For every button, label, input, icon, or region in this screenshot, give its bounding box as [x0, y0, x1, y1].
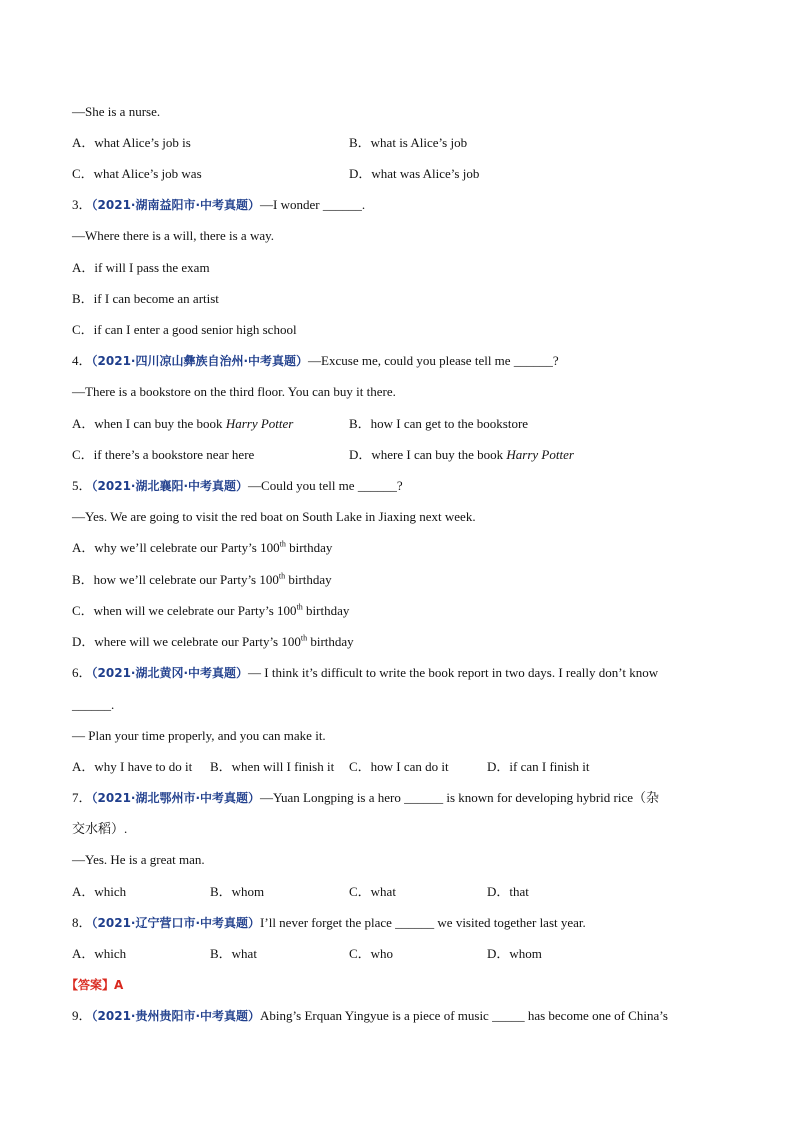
q2-reply: —She is a nurse.	[72, 104, 161, 119]
q3-stem-line	[72, 196, 365, 214]
q4-stem: —Excuse me, could you please tell me ______?	[308, 353, 559, 368]
q9-number: 9．	[72, 1008, 92, 1023]
q7-source-tag: （2021·湖北鄂州市·中考真题）	[91, 791, 261, 805]
q5-source-tag: （2021·湖北襄阳·中考真题）	[91, 479, 249, 493]
q4-option-b: B．how I can get to the bookstore	[349, 416, 529, 431]
q3-option-a: A．if will I pass the exam	[72, 260, 210, 275]
q3-number: 3．	[72, 197, 92, 212]
q6-blank: ______.	[72, 697, 115, 712]
q4-reply: —There is a bookstore on the third floor. You can buy it there.	[72, 384, 396, 399]
q7-option-b: B．whom	[210, 884, 265, 899]
q6-source-tag: （2021·湖北黄冈·中考真题）	[91, 666, 249, 680]
q3-option-c: C．if can I enter a good senior high school	[72, 322, 297, 337]
q7-number: 7．	[72, 790, 92, 805]
q3-reply: —Where there is a will, there is a way.	[72, 228, 275, 243]
q4-option-c: C．if there’s a bookstore near here	[72, 447, 255, 462]
q5-reply: —Yes. We are going to visit the red boat on South Lake in Jiaxing next week.	[72, 509, 476, 524]
q6-stem: — I think it’s difficult to write the book report in two days. I really don’t know	[248, 665, 659, 680]
q8-answer: 【答案】A	[66, 978, 124, 992]
q7-option-c: C．what	[349, 884, 396, 899]
q9-stem-line	[72, 1007, 668, 1025]
q9-stem: Abing’s Erquan Yingyue is a piece of music _____ has become one of China’s	[260, 1008, 668, 1023]
q2-option-c: C．what Alice’s job was	[72, 166, 202, 181]
q8-option-b: B．what	[210, 946, 257, 961]
q7-stem: —Yuan Longping is a hero ______ is known for developing hybrid rice（杂	[260, 790, 660, 805]
q5-stem: —Could you tell me ______?	[248, 478, 403, 493]
q2-option-b: B．what is Alice’s job	[349, 135, 468, 150]
q6-option-d: D．if can I finish it	[487, 759, 590, 774]
q6-option-b: B．when will I finish it	[210, 759, 335, 774]
q8-stem: I’ll never forget the place ______ we visited together last year.	[260, 915, 586, 930]
q8-stem-line	[72, 914, 586, 932]
q5-option-a: A．why we’ll celebrate our Party’s 100th birthday	[72, 539, 333, 555]
q6-option-a: A．why I have to do it	[72, 759, 193, 774]
q8-option-a: A．which	[72, 946, 127, 961]
q7-option-d: D．that	[487, 884, 529, 899]
q8-option-c: C．who	[349, 946, 394, 961]
q6-number: 6．	[72, 665, 92, 680]
q8-option-d: D．whom	[487, 946, 542, 961]
q5-number: 5．	[72, 478, 92, 493]
q4-option-d: D．where I can buy the book Harry Potter	[349, 447, 574, 462]
q2-option-a: A．what Alice’s job is	[72, 135, 191, 150]
q6-option-c: C．how I can do it	[349, 759, 449, 774]
q7-option-a: A．which	[72, 884, 127, 899]
q7-stem-continued: 交水稻）.	[72, 821, 128, 836]
q6-stem-line	[72, 664, 658, 682]
q9-source-tag: （2021·贵州贵阳市·中考真题）	[91, 1009, 261, 1023]
q4-stem-line	[72, 352, 559, 370]
q2-option-d: D．what was Alice’s job	[349, 166, 480, 181]
q7-reply: —Yes. He is a great man.	[72, 852, 205, 867]
q6-reply: — Plan your time properly, and you can make it.	[72, 728, 326, 743]
q4-number: 4．	[72, 353, 92, 368]
q8-number: 8．	[72, 915, 92, 930]
q5-option-b: B．how we’ll celebrate our Party’s 100th birthday	[72, 571, 332, 587]
q3-source-tag: （2021·湖南益阳市·中考真题）	[91, 198, 261, 212]
q4-option-a: A．when I can buy the book Harry Potter	[72, 416, 294, 431]
q5-stem-line	[72, 477, 403, 495]
q8-source-tag: （2021·辽宁营口市·中考真题）	[91, 916, 261, 930]
q4-source-tag: （2021·四川凉山彝族自治州·中考真题）	[91, 354, 309, 368]
q7-stem-line	[72, 789, 659, 807]
q5-option-d: D．where will we celebrate our Party’s 100th birthday	[72, 633, 354, 649]
q5-option-c: C．when will we celebrate our Party’s 100th birthday	[72, 602, 350, 618]
q3-stem: —I wonder ______.	[260, 197, 366, 212]
q3-option-b: B．if I can become an artist	[72, 291, 219, 306]
